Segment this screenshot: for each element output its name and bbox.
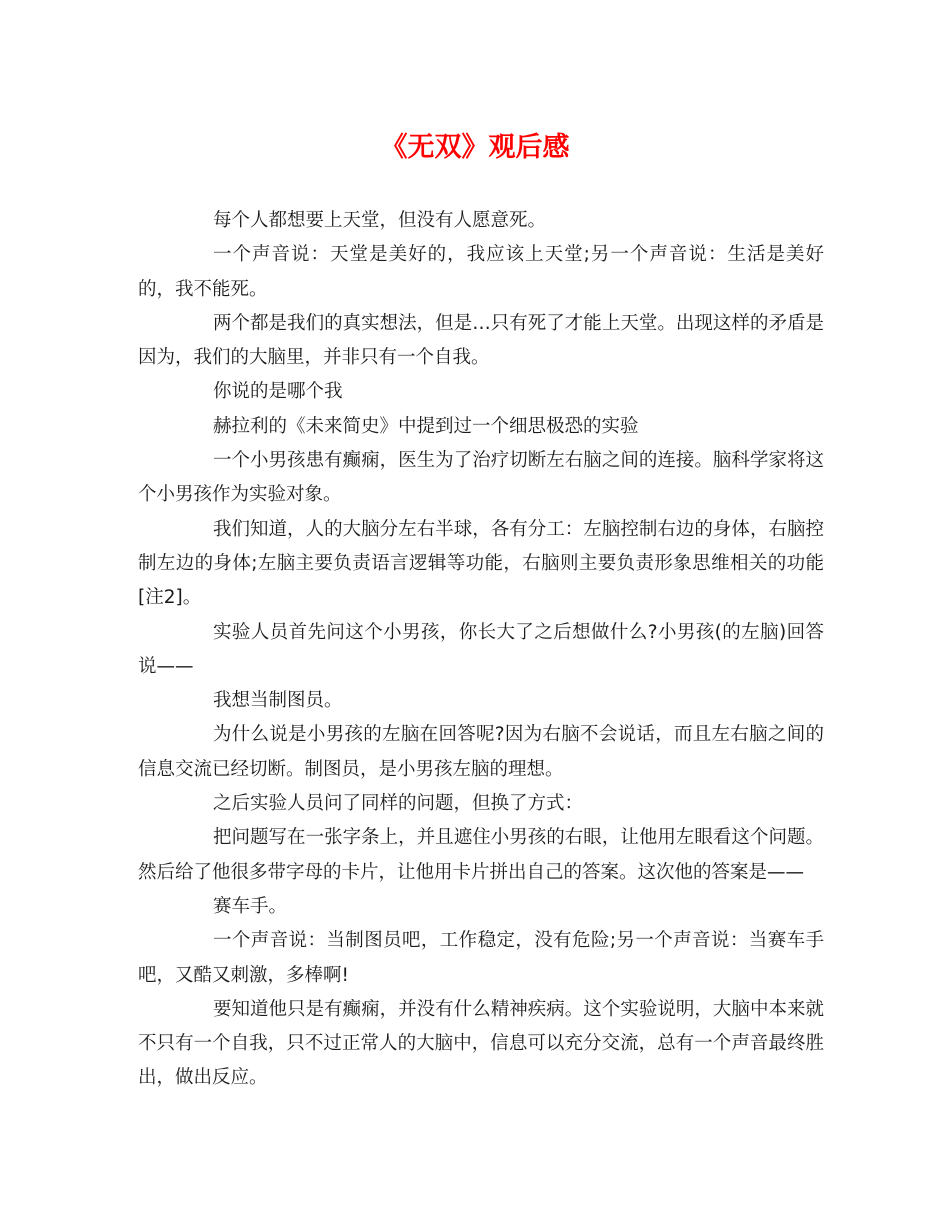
paragraph: 一个小男孩患有癫痫，医生为了治疗切断左右脑之间的连接。脑科学家将这个小男孩作为实验对象。 xyxy=(138,450,824,506)
paragraph: 赫拉利的《未来简史》中提到过一个细思极恐的实验 xyxy=(213,415,639,437)
paragraph: 一个声音说：天堂是美好的，我应该上天堂;另一个声音说：生活是美好的，我不能死。 xyxy=(138,244,824,300)
paragraph: 为什么说是小男孩的左脑在回答呢?因为右脑不会说话，而且左右脑之间的信息交流已经切断。制图员，是小男孩左脑的理想。 xyxy=(138,724,824,780)
paragraph: 你说的是哪个我 xyxy=(213,381,343,403)
paragraph: 两个都是我们的真实想法，但是…只有死了才能上天堂。出现这样的矛盾是因为，我们的大脑里，并非只有一个自我。 xyxy=(138,312,824,369)
document-title: 《无双》观后感 xyxy=(380,132,570,163)
paragraph: 我们知道，人的大脑分左右半球，各有分工：左脑控制右边的身体，右脑控制左边的身体;左脑主要负责语言逻辑等功能，右脑则主要负责形象思维相关的功能[注2]。 xyxy=(138,518,824,609)
paragraph: 一个声音说：当制图员吧，工作稳定，没有危险;另一个声音说：当赛车手吧，又酷又刺激，多棒啊! xyxy=(138,930,824,986)
document-body xyxy=(138,204,824,1096)
paragraph: 要知道他只是有癫痫，并没有什么精神疾病。这个实验说明，大脑中本来就不只有一个自我，只不过正常人的大脑中，信息可以充分交流，总有一个声音最终胜出，做出反应。 xyxy=(138,998,824,1089)
paragraph: 把问题写在一张字条上，并且遮住小男孩的右眼，让他用左眼看这个问题。然后给了他很多带字母的卡片，让他用卡片拼出自己的答案。这次他的答案是—— xyxy=(138,827,824,883)
paragraph: 实验人员首先问这个小男孩，你长大了之后想做什么?小男孩(的左脑)回答说—— xyxy=(138,621,824,677)
paragraph: 我想当制图员。 xyxy=(213,690,343,712)
paragraph: 之后实验人员问了同样的问题，但换了方式： xyxy=(213,793,584,815)
paragraph: 赛车手。 xyxy=(213,895,288,917)
paragraph: 每个人都想要上天堂，但没有人愿意死。 xyxy=(213,210,547,231)
